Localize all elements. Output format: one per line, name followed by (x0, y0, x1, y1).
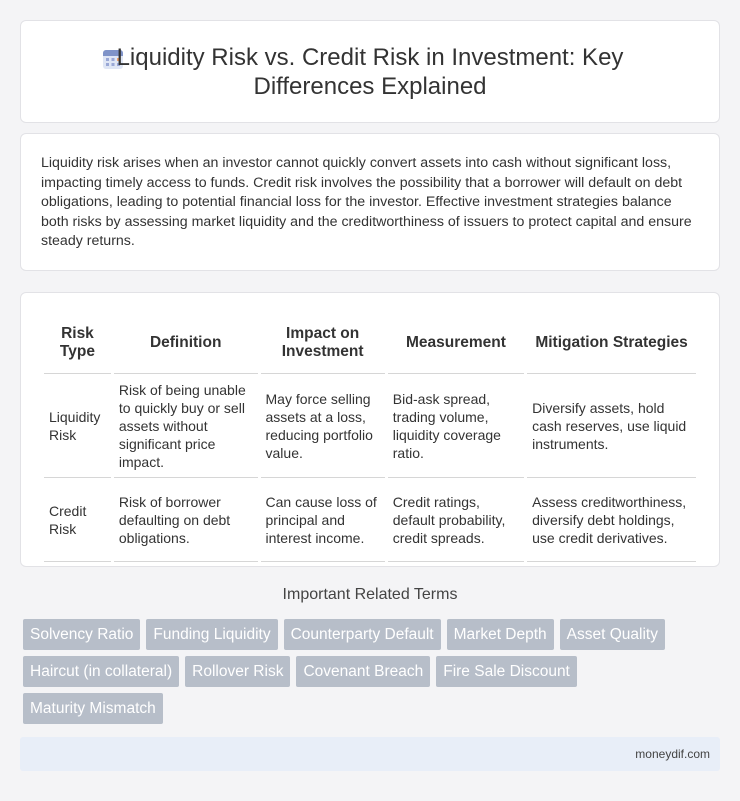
comparison-table-card (20, 292, 720, 567)
table-row (44, 374, 696, 478)
cell-impact: Can cause loss of principal and interest income. (261, 478, 385, 562)
summary-text: Liquidity risk arises when an investor cannot quickly convert assets into cash without significant loss, impacting timely access to funds. Credit risk involves the possibility that a borrower will default on debt obligations, leading to potential financial loss for the investor. Effective investment strategies balance both risks by assessing market liquidity and the creditworthiness of issuers to protect capital and ensure steady returns. (41, 155, 692, 250)
summary-card (20, 133, 720, 271)
header-definition: Definition (114, 313, 258, 374)
related-term-tag[interactable]: Solvency Ratio (23, 619, 140, 650)
table-row (44, 478, 696, 562)
footer (20, 737, 720, 771)
header-mitigation: Mitigation Strategies (527, 313, 696, 374)
cell-measurement: Credit ratings, default probability, credit spreads. (388, 478, 524, 562)
related-term-tag[interactable]: Haircut (in collateral) (23, 656, 179, 687)
cell-risk-type: Credit Risk (44, 478, 111, 562)
cell-risk-type: Liquidity Risk (44, 374, 111, 478)
header-measurement: Measurement (388, 313, 524, 374)
title-card (20, 20, 720, 123)
table-header-row (44, 313, 696, 374)
related-term-tag[interactable]: Maturity Mismatch (23, 693, 163, 724)
header-impact: Impact on Investment (261, 313, 385, 374)
related-term-tag[interactable]: Rollover Risk (185, 656, 290, 687)
comparison-table (41, 313, 699, 562)
related-term-tag[interactable]: Counterparty Default (284, 619, 441, 650)
related-term-tag[interactable]: Asset Quality (560, 619, 665, 650)
footer-site[interactable]: moneydif.com (635, 747, 710, 761)
page-title: Liquidity Risk vs. Credit Risk in Investment: Key Differences Explained (116, 43, 624, 100)
related-terms-title: Important Related Terms (282, 586, 458, 603)
cell-mitigation: Assess creditworthiness, diversify debt holdings, use credit derivatives. (527, 478, 696, 562)
related-term-tag[interactable]: Fire Sale Discount (436, 656, 577, 687)
header-risk-type: Risk Type (44, 313, 111, 374)
cell-definition: Risk of borrower defaulting on debt obligations. (114, 478, 258, 562)
related-term-tag[interactable]: Market Depth (447, 619, 554, 650)
related-term-tag[interactable]: Covenant Breach (296, 656, 430, 687)
related-term-tag[interactable]: Funding Liquidity (146, 619, 277, 650)
cell-measurement: Bid-ask spread, trading volume, liquidity coverage ratio. (388, 374, 524, 478)
cell-definition: Risk of being unable to quickly buy or sell assets without significant price impact. (114, 374, 258, 478)
cell-mitigation: Diversify assets, hold cash reserves, use liquid instruments. (527, 374, 696, 478)
cell-impact: May force selling assets at a loss, reducing portfolio value. (261, 374, 385, 478)
related-terms-list (23, 619, 723, 730)
